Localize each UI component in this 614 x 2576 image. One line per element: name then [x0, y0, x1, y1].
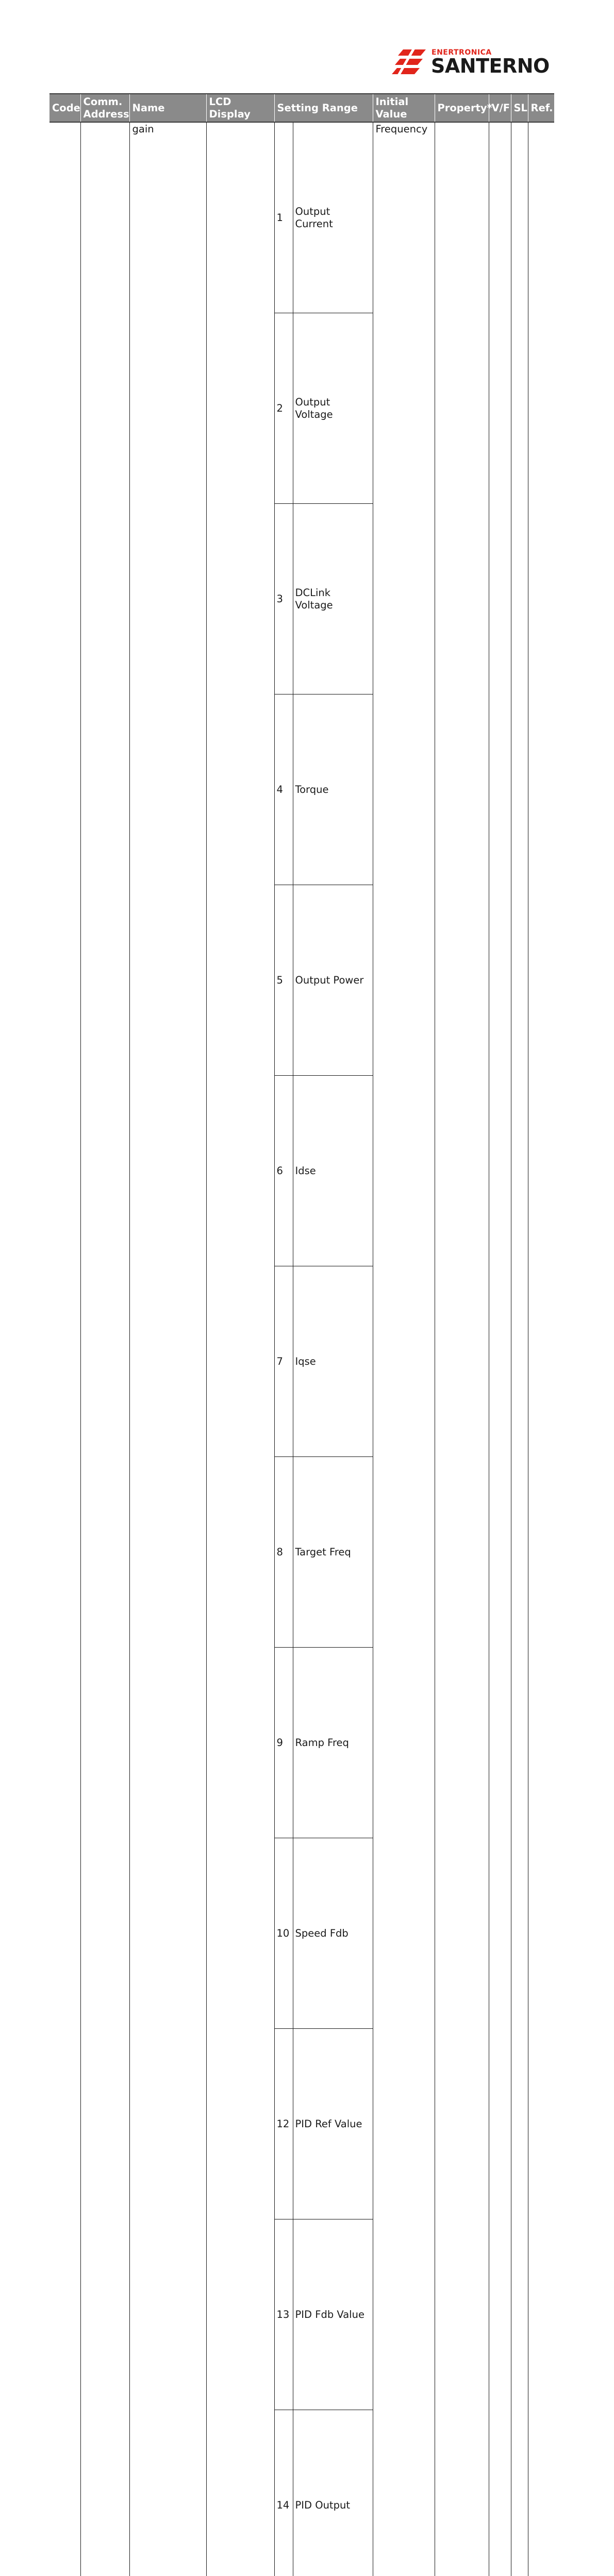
- option-num: 1: [275, 123, 293, 313]
- option-num: 7: [275, 1266, 293, 1457]
- list-item: [275, 1076, 373, 1266]
- option-label: Ramp Freq: [293, 1648, 373, 1838]
- option-label: Output Current: [293, 123, 373, 313]
- table-header-row: [49, 94, 554, 122]
- list-item: [275, 694, 373, 885]
- list-item: [275, 1648, 373, 1838]
- list-item: [275, 1457, 373, 1648]
- option-num: 8: [275, 1457, 293, 1648]
- table-row-continuation: [49, 122, 554, 2576]
- header-property: Property*: [435, 94, 489, 122]
- header-vf: V/F: [489, 94, 511, 122]
- cell-initial: Frequency: [373, 122, 435, 2576]
- option-num: 14: [275, 2410, 293, 2576]
- cell-address: [80, 122, 129, 2576]
- cell-vf: [489, 122, 511, 2576]
- cell-sl: [511, 122, 528, 2576]
- option-num: 5: [275, 885, 293, 1076]
- cell-property: [435, 122, 489, 2576]
- option-label: Output Power: [293, 885, 373, 1076]
- list-item: [275, 2029, 373, 2219]
- list-item: [275, 2410, 373, 2576]
- option-num: 3: [275, 504, 293, 694]
- option-num: 9: [275, 1648, 293, 1838]
- santerno-mark-icon: [394, 46, 430, 78]
- header-name: Name: [129, 94, 206, 122]
- list-item: [275, 1838, 373, 2029]
- list-item: [275, 885, 373, 1076]
- option-num: 4: [275, 694, 293, 885]
- option-label: Torque: [293, 694, 373, 885]
- option-label: Target Freq: [293, 1457, 373, 1648]
- brand-main-text: SANTERNO: [431, 55, 550, 77]
- option-label: PID Ref Value: [293, 2029, 373, 2219]
- list-item: [275, 313, 373, 504]
- header-ref: Ref.: [528, 94, 554, 122]
- cell-ref: [528, 122, 554, 2576]
- header-setting-range: Setting Range: [274, 94, 373, 122]
- option-num: 2: [275, 313, 293, 504]
- option-num: 13: [275, 2219, 293, 2410]
- option-label: Speed Fdb: [293, 1838, 373, 2029]
- option-label: Output Voltage: [293, 313, 373, 504]
- option-label: PID Output: [293, 2410, 373, 2576]
- cell-code: [49, 122, 80, 2576]
- cell-name: gain: [129, 122, 206, 2576]
- option-label: DCLink Voltage: [293, 504, 373, 694]
- header-initial-value: Initial Value: [373, 94, 435, 122]
- list-item: [275, 1266, 373, 1457]
- list-item: [275, 2219, 373, 2410]
- header-sl: SL: [511, 94, 528, 122]
- header-lcd-display: LCD Display: [206, 94, 274, 122]
- option-label: Iqse: [293, 1266, 373, 1457]
- option-num: 12: [275, 2029, 293, 2219]
- cell-setting-range-options: [274, 122, 373, 2576]
- header-code: Code: [49, 94, 80, 122]
- option-num: 6: [275, 1076, 293, 1266]
- parameter-table: [49, 93, 554, 2576]
- option-label: PID Fdb Value: [293, 2219, 373, 2410]
- options-subtable: [275, 123, 373, 2576]
- list-item: [275, 123, 373, 313]
- option-label: Idse: [293, 1076, 373, 1266]
- header-comm-address: Comm. Address: [80, 94, 129, 122]
- option-num: 10: [275, 1838, 293, 2029]
- list-item: [275, 504, 373, 694]
- brand-logo: [394, 44, 554, 80]
- brand-top-text: ENERTRONICA: [432, 48, 492, 57]
- cell-lcd: [206, 122, 274, 2576]
